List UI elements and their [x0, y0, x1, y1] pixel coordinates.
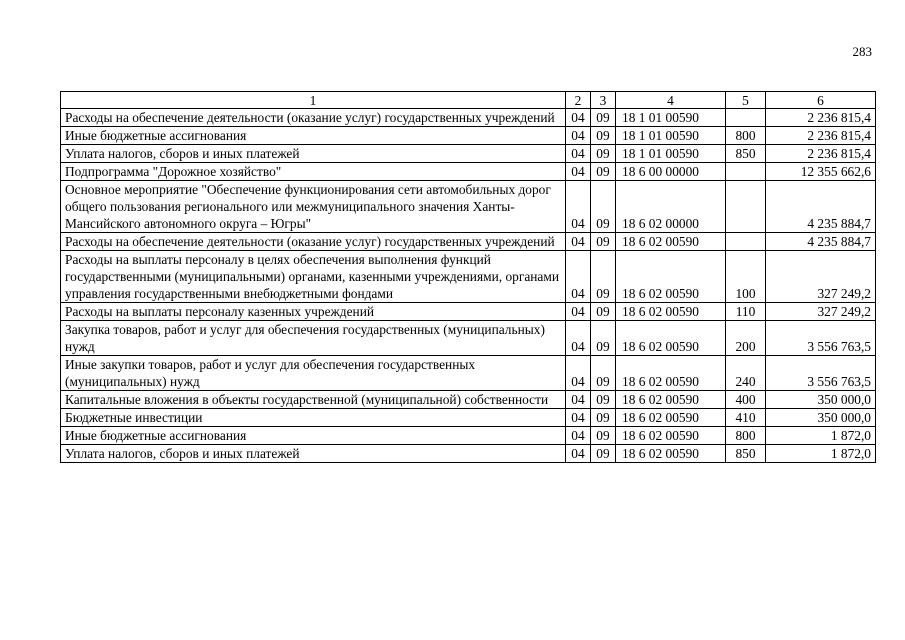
amount-cell: 327 249,2 — [766, 303, 876, 321]
row-name-cell: Уплата налогов, сборов и иных платежей — [61, 445, 566, 463]
expense-type-cell: 200 — [726, 321, 766, 356]
table-row — [61, 251, 876, 303]
table-row — [61, 127, 876, 145]
section-cell: 04 — [566, 109, 591, 127]
subsection-cell: 09 — [591, 445, 616, 463]
table-row — [61, 356, 876, 391]
row-name-cell: Основное мероприятие "Обеспечение функционирования сети автомобильных дорог общего пользования регионального или межмуниципального значения Ханты-Мансийского автономного округа – Югры" — [61, 181, 566, 233]
section-cell: 04 — [566, 303, 591, 321]
section-cell: 04 — [566, 233, 591, 251]
table-row — [61, 181, 876, 233]
row-name-cell: Иные закупки товаров, работ и услуг для обеспечения государственных (муниципальных) нужд — [61, 356, 566, 391]
section-cell: 04 — [566, 445, 591, 463]
subsection-cell: 09 — [591, 409, 616, 427]
amount-cell: 2 236 815,4 — [766, 145, 876, 163]
row-name-cell: Капитальные вложения в объекты государственной (муниципальной) собственности — [61, 391, 566, 409]
subsection-cell: 09 — [591, 163, 616, 181]
header-cell: 2 — [566, 92, 591, 109]
expense-type-cell: 110 — [726, 303, 766, 321]
header-cell: 5 — [726, 92, 766, 109]
row-name-cell: Расходы на обеспечение деятельности (оказание услуг) государственных учреждений — [61, 233, 566, 251]
section-cell: 04 — [566, 391, 591, 409]
row-name-cell: Уплата налогов, сборов и иных платежей — [61, 145, 566, 163]
expense-type-cell: 240 — [726, 356, 766, 391]
section-cell: 04 — [566, 409, 591, 427]
subsection-cell: 09 — [591, 303, 616, 321]
target-article-cell: 18 6 02 00590 — [616, 303, 726, 321]
expense-type-cell: 850 — [726, 445, 766, 463]
section-cell: 04 — [566, 321, 591, 356]
row-name-cell: Закупка товаров, работ и услуг для обеспечения государственных (муниципальных) нужд — [61, 321, 566, 356]
expense-type-cell: 100 — [726, 251, 766, 303]
header-cell: 3 — [591, 92, 616, 109]
table-row — [61, 233, 876, 251]
table-row — [61, 391, 876, 409]
table-row — [61, 163, 876, 181]
table-row — [61, 409, 876, 427]
target-article-cell: 18 6 02 00000 — [616, 181, 726, 233]
section-cell: 04 — [566, 163, 591, 181]
subsection-cell: 09 — [591, 356, 616, 391]
target-article-cell: 18 6 00 00000 — [616, 163, 726, 181]
target-article-cell: 18 6 02 00590 — [616, 445, 726, 463]
expense-type-cell: 800 — [726, 127, 766, 145]
target-article-cell: 18 1 01 00590 — [616, 145, 726, 163]
target-article-cell: 18 1 01 00590 — [616, 109, 726, 127]
expense-type-cell — [726, 181, 766, 233]
subsection-cell: 09 — [591, 391, 616, 409]
subsection-cell: 09 — [591, 109, 616, 127]
row-name-cell: Иные бюджетные ассигнования — [61, 427, 566, 445]
subsection-cell: 09 — [591, 251, 616, 303]
target-article-cell: 18 1 01 00590 — [616, 127, 726, 145]
table-row — [61, 427, 876, 445]
target-article-cell: 18 6 02 00590 — [616, 251, 726, 303]
table-row — [61, 303, 876, 321]
section-cell: 04 — [566, 127, 591, 145]
row-name-cell: Иные бюджетные ассигнования — [61, 127, 566, 145]
subsection-cell: 09 — [591, 181, 616, 233]
expense-type-cell — [726, 163, 766, 181]
subsection-cell: 09 — [591, 127, 616, 145]
expense-type-cell: 410 — [726, 409, 766, 427]
budget-table — [60, 91, 876, 463]
section-cell: 04 — [566, 145, 591, 163]
expense-type-cell — [726, 233, 766, 251]
header-cell: 6 — [766, 92, 876, 109]
page-number: 283 — [852, 44, 872, 59]
target-article-cell: 18 6 02 00590 — [616, 409, 726, 427]
expense-type-cell — [726, 109, 766, 127]
subsection-cell: 09 — [591, 233, 616, 251]
amount-cell: 12 355 662,6 — [766, 163, 876, 181]
amount-cell: 4 235 884,7 — [766, 233, 876, 251]
target-article-cell: 18 6 02 00590 — [616, 321, 726, 356]
header-cell: 1 — [61, 92, 566, 109]
row-name-cell: Расходы на обеспечение деятельности (оказание услуг) государственных учреждений — [61, 109, 566, 127]
section-cell: 04 — [566, 251, 591, 303]
amount-cell: 350 000,0 — [766, 409, 876, 427]
table-row — [61, 109, 876, 127]
target-article-cell: 18 6 02 00590 — [616, 391, 726, 409]
subsection-cell: 09 — [591, 145, 616, 163]
expense-type-cell: 850 — [726, 145, 766, 163]
table-row — [61, 321, 876, 356]
target-article-cell: 18 6 02 00590 — [616, 233, 726, 251]
expense-type-cell: 400 — [726, 391, 766, 409]
row-name-cell: Расходы на выплаты персоналу казенных учреждений — [61, 303, 566, 321]
table-header-row — [61, 92, 876, 109]
amount-cell: 1 872,0 — [766, 427, 876, 445]
expense-type-cell: 800 — [726, 427, 766, 445]
amount-cell: 3 556 763,5 — [766, 356, 876, 391]
amount-cell: 350 000,0 — [766, 391, 876, 409]
target-article-cell: 18 6 02 00590 — [616, 427, 726, 445]
amount-cell: 327 249,2 — [766, 251, 876, 303]
table-row — [61, 145, 876, 163]
amount-cell: 2 236 815,4 — [766, 127, 876, 145]
amount-cell: 4 235 884,7 — [766, 181, 876, 233]
row-name-cell: Бюджетные инвестиции — [61, 409, 566, 427]
row-name-cell: Подпрограмма "Дорожное хозяйство" — [61, 163, 566, 181]
section-cell: 04 — [566, 427, 591, 445]
subsection-cell: 09 — [591, 427, 616, 445]
table-row — [61, 445, 876, 463]
amount-cell: 3 556 763,5 — [766, 321, 876, 356]
header-cell: 4 — [616, 92, 726, 109]
subsection-cell: 09 — [591, 321, 616, 356]
row-name-cell: Расходы на выплаты персоналу в целях обеспечения выполнения функций государственными (муниципальными) органами, казенными учреждениями, органами управления государственными внебюджетными фондами — [61, 251, 566, 303]
section-cell: 04 — [566, 356, 591, 391]
amount-cell: 1 872,0 — [766, 445, 876, 463]
amount-cell: 2 236 815,4 — [766, 109, 876, 127]
section-cell: 04 — [566, 181, 591, 233]
target-article-cell: 18 6 02 00590 — [616, 356, 726, 391]
